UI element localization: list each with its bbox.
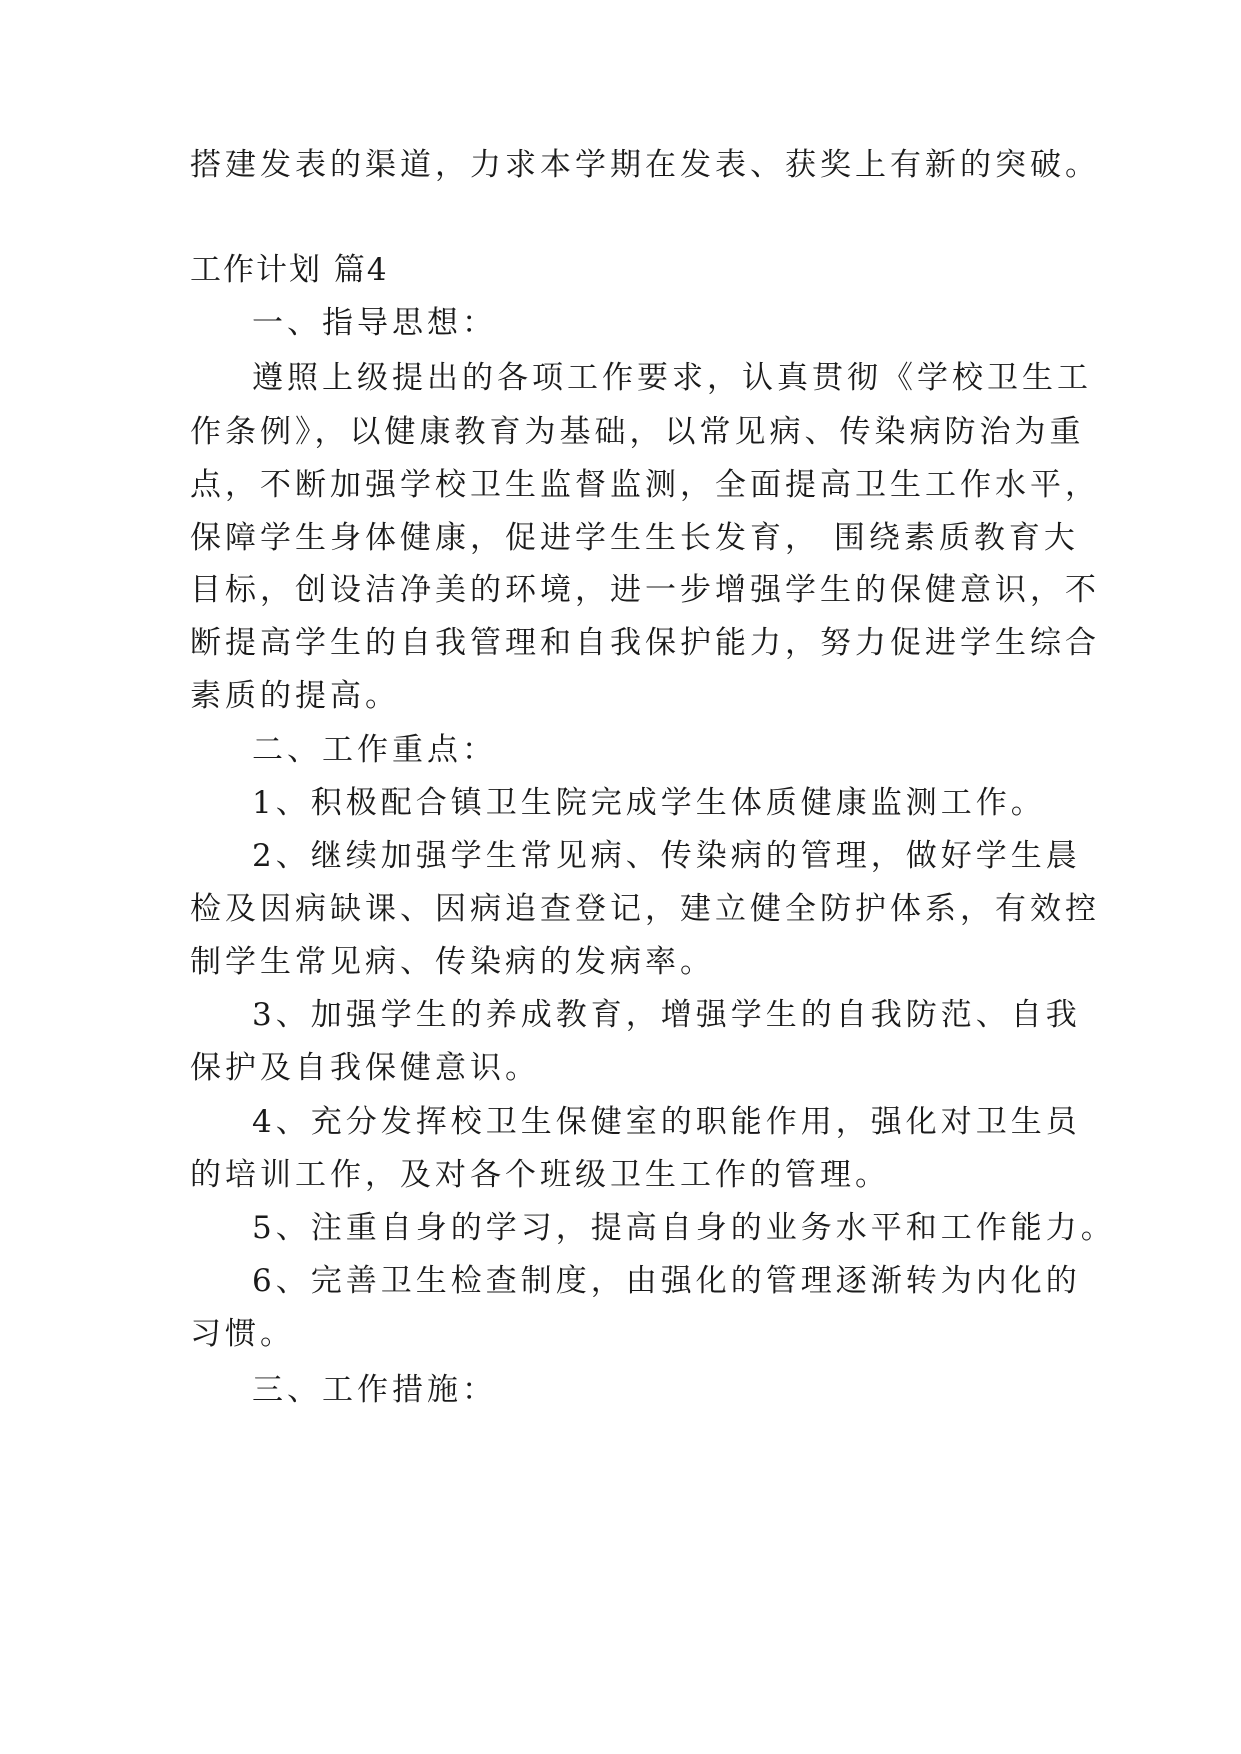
list-item-continuation: 的培训工作，及对各个班级卫生工作的管理。 [190,1157,890,1193]
list-item: 4、充分发挥校卫生保健室的职能作用，强化对卫生员 [252,1104,1081,1140]
previous-paragraph-end: 搭建发表的渠道，力求本学期在发表、获奖上有新的突破。 [190,147,1100,183]
guiding-paragraph-line: 保障学生身体健康，促进学生生长发育， 围绕素质教育大 [190,520,1079,556]
list-item-continuation: 保护及自我保健意识。 [190,1050,540,1086]
guiding-paragraph-line: 遵照上级提出的各项工作要求，认真贯彻《学校卫生工 [252,360,1092,396]
heading-work-measures: 三、工作措施： [252,1372,497,1408]
guiding-paragraph-line: 作条例》，以健康教育为基础，以常见病、传染病防治为重 [190,414,1085,450]
list-item: 1、积极配合镇卫生院完成学生体质健康监测工作。 [252,785,1046,821]
guiding-paragraph-line: 断提高学生的自我管理和自我保护能力，努力促进学生综合 [190,625,1100,661]
guiding-paragraph-line: 目标，创设洁净美的环境，进一步增强学生的保健意识，不 [190,572,1100,608]
list-item: 3、加强学生的养成教育，增强学生的自我防范、自我 [252,997,1081,1033]
list-item: 6、完善卫生检查制度，由强化的管理逐渐转为内化的 [252,1263,1081,1299]
list-item-continuation: 习惯。 [190,1316,295,1352]
list-item-continuation: 制学生常见病、传染病的发病率。 [190,944,715,980]
section-title: 工作计划 篇4 [190,252,389,288]
guiding-paragraph-line: 点，不断加强学校卫生监督监测，全面提高卫生工作水平， [190,467,1100,503]
list-item: 5、注重自身的学习，提高自身的业务水平和工作能力。 [252,1210,1116,1246]
list-item: 2、继续加强学生常见病、传染病的管理，做好学生晨 [252,838,1081,874]
list-item-continuation: 检及因病缺课、因病追查登记，建立健全防护体系，有效控 [190,891,1100,927]
heading-guiding-ideology: 一、指导思想： [252,305,497,341]
guiding-paragraph-line: 素质的提高。 [190,678,400,714]
heading-work-focus: 二、工作重点： [252,732,497,768]
